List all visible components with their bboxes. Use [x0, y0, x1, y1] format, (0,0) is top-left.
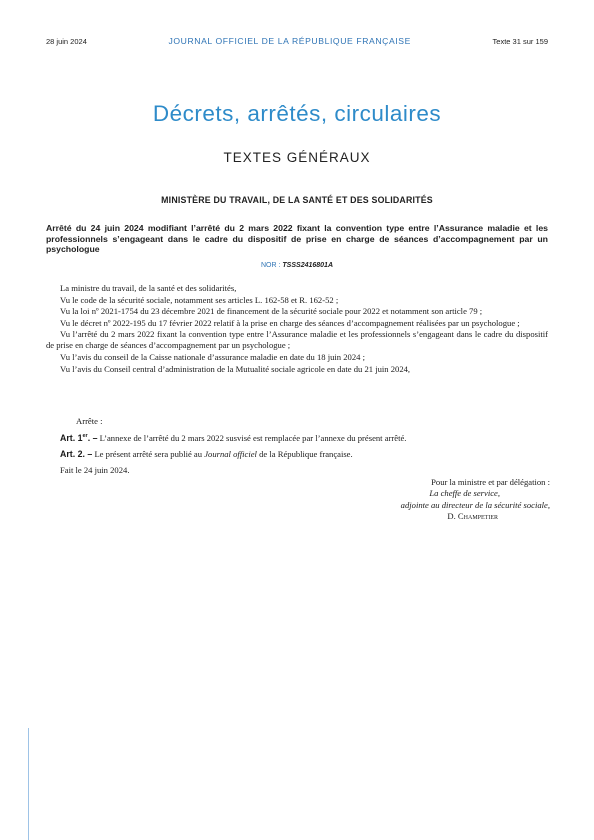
- page-counter: Texte 31 sur 159: [492, 37, 548, 46]
- signature-delegation: Pour la ministre et par délégation :: [431, 477, 550, 487]
- page-header: [46, 36, 548, 46]
- visas-block: [46, 283, 548, 375]
- signature-block: [300, 477, 550, 522]
- signature-role: La cheffe de service,: [429, 488, 500, 499]
- nor-reference: [0, 262, 594, 269]
- publication-date: 28 juin 2024: [46, 37, 87, 46]
- margin-rule: [28, 728, 29, 840]
- signing-date: Fait le 24 juin 2024.: [60, 464, 130, 475]
- signatory-name: D. Champetier: [447, 510, 498, 521]
- journal-officiel-italic: Journal officiel: [204, 448, 257, 459]
- article-text-end: de la République française.: [259, 448, 353, 459]
- article-label: Art. 1er. –: [60, 432, 98, 443]
- body-paragraph: Vu la loi nº 2021-1754 du 23 décembre 2021 de financement de la sécurité sociale pour 2022 et notamment son article 79 ;: [60, 306, 483, 317]
- body-paragraph: Vu l’arrêté du 2 mars 2022 fixant la convention type entre l’Assurance maladie et les professionnels s’engageant dans le cadre du dispositif de prise en charge de séances d’accompagnement par un psychologue ;: [46, 329, 548, 351]
- nor-value: TSSS2416801A: [282, 262, 333, 269]
- article-2: [46, 449, 548, 460]
- body-paragraph: Vu le code de la sécurité sociale, notamment ses articles L. 162-58 et R. 162-52 ;: [60, 294, 339, 305]
- article-1: [46, 431, 548, 444]
- body-paragraph: La ministre du travail, de la santé et des solidarités,: [60, 283, 237, 293]
- body-paragraph: Vu le décret nº 2022-195 du 17 février 2022 relatif à la prise en charge des séances d’accompagnement réalisées par un psychologue ;: [60, 317, 520, 328]
- journal-title: JOURNAL OFFICIEL DE LA RÉPUBLIQUE FRANÇAISE: [168, 36, 411, 46]
- nor-separator: :: [278, 262, 281, 269]
- ministry-name: MINISTÈRE DU TRAVAIL, DE LA SANTÉ ET DES SOLIDARITÉS: [161, 195, 433, 205]
- act-title: Arrêté du 24 juin 2024 modifiant l’arrêté du 2 mars 2022 fixant la convention type entre l’Assurance maladie et les professionnels s’engageant dans le cadre du dispositif de prise en charge de séances d’accompagnement par un psychologue: [46, 223, 548, 255]
- nor-label: NOR: [260, 262, 277, 269]
- body-paragraph: Vu l’avis du conseil de la Caisse nationale d’assurance maladie en date du 18 juin 2024 ;: [60, 351, 365, 362]
- article-text: L’annexe de l’arrêté du 2 mars 2022 susvisé est remplacée par l’annexe du présent arrêté.: [99, 432, 407, 443]
- article-label: Art. 2. –: [60, 448, 93, 459]
- signature-role-detail: adjointe au directeur de la sécurité sociale,: [400, 499, 550, 510]
- body-paragraph: Vu l’avis du Conseil central d’administration de la Mutualité sociale agricole en date du 21 juin 2024,: [60, 363, 411, 374]
- section-title: Décrets, arrêtés, circulaires: [152, 101, 442, 126]
- articles-block: [46, 431, 548, 476]
- arrete-heading: Arrête :: [76, 416, 103, 426]
- subsection-title: TEXTES GÉNÉRAUX: [223, 150, 371, 165]
- article-text: Le présent arrêté sera publié au: [94, 448, 203, 459]
